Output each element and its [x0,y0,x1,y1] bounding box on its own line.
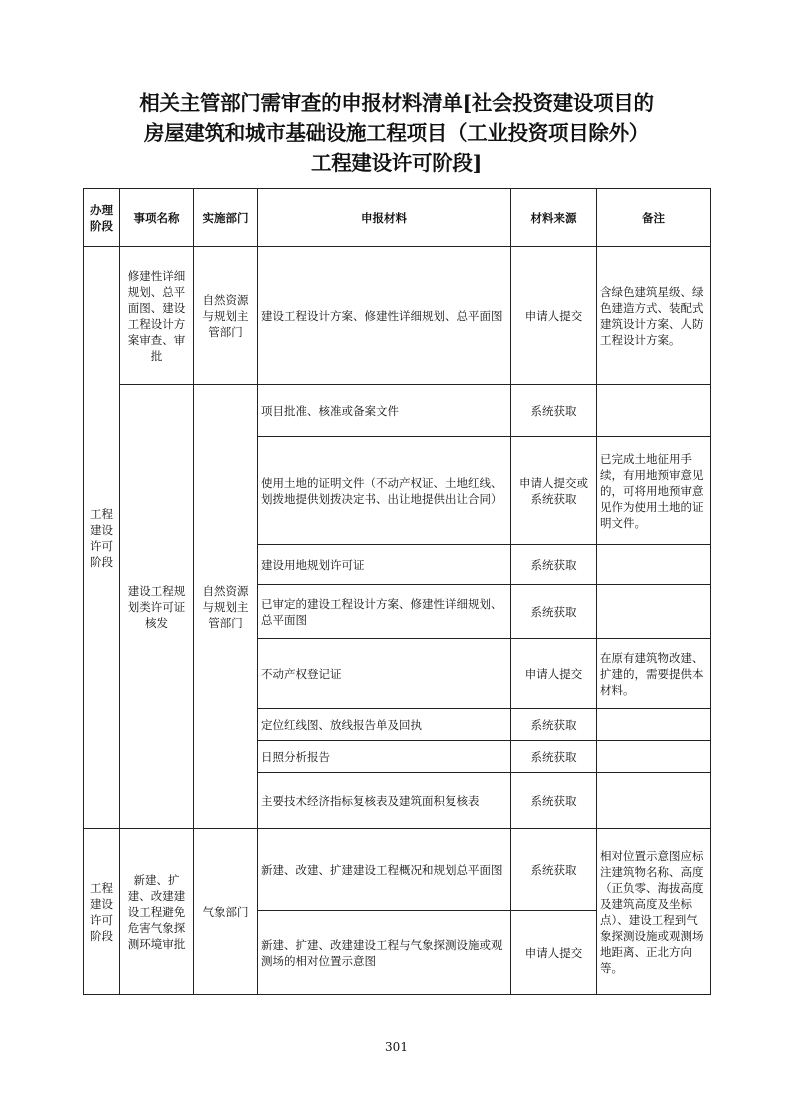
dept-cell: 气象部门 [194,829,258,995]
title-line-2: 房屋建筑和城市基础设施工程项目（工业投资项目除外） [144,121,649,145]
source-cell: 系统获取 [511,829,597,911]
material-cell: 建设工程设计方案、修建性详细规划、总平面图 [258,247,511,385]
table-header-row [84,189,711,247]
remark-cell: 已完成土地征用手续，有用地预审意见的，可将用地预审意见作为使用土地的证明文件。 [597,437,711,545]
table-row [84,247,711,385]
dept-cell: 自然资源与规划主管部门 [194,247,258,385]
material-cell: 不动产权登记证 [258,639,511,709]
remark-cell: 相对位置示意图应标注建筑物名称、高度（正负零、海拔高度及建筑高度及坐标点）、建设工程到气象探测设施或观测场地距离、正北方向等。 [597,829,711,995]
source-cell: 申请人提交 [511,639,597,709]
header-source: 材料来源 [511,189,597,247]
header-dept: 实施部门 [194,189,258,247]
document-title [60,88,733,178]
stage-cell: 工程建设许可阶段 [84,247,120,829]
material-cell: 已审定的建设工程设计方案、修建性详细规划、总平面图 [258,585,511,639]
item-name-cell: 修建性详细规划、总平面图、建设工程设计方案审查、审批 [120,247,194,385]
source-cell: 申请人提交或系统获取 [511,437,597,545]
source-cell: 系统获取 [511,385,597,437]
remark-cell [597,741,711,773]
source-cell: 系统获取 [511,709,597,741]
source-cell: 系统获取 [511,773,597,829]
source-cell: 申请人提交 [511,247,597,385]
material-cell: 新建、改建、扩建建设工程概况和规划总平面图 [258,829,511,911]
source-cell: 系统获取 [511,585,597,639]
title-line-3: 工程建设许可阶段] [311,151,482,175]
header-stage: 办理阶段 [84,189,120,247]
source-cell: 系统获取 [511,545,597,585]
table-row [84,829,711,911]
header-remark: 备注 [597,189,711,247]
source-cell: 申请人提交 [511,911,597,995]
remark-cell [597,585,711,639]
remark-cell [597,385,711,437]
material-cell: 建设用地规划许可证 [258,545,511,585]
materials-table [83,188,711,995]
material-cell: 新建、扩建、改建建设工程与气象探测设施或观测场的相对位置示意图 [258,911,511,995]
source-cell: 系统获取 [511,741,597,773]
material-cell: 项目批准、核准或备案文件 [258,385,511,437]
item-name-cell: 新建、扩建、改建建设工程避免危害气象探测环境审批 [120,829,194,995]
remark-cell [597,709,711,741]
material-cell: 日照分析报告 [258,741,511,773]
remark-cell: 在原有建筑物改建、扩建的，需要提供本材料。 [597,639,711,709]
material-cell: 定位红线图、放线报告单及回执 [258,709,511,741]
header-item: 事项名称 [120,189,194,247]
dept-cell: 自然资源与规划主管部门 [194,385,258,829]
table-row [84,385,711,437]
header-materials: 申报材料 [258,189,511,247]
title-line-1: 相关主管部门需审查的申报材料清单[社会投资建设项目的 [139,91,654,115]
material-cell: 主要技术经济指标复核表及建筑面积复核表 [258,773,511,829]
page-number: 301 [385,1040,408,1054]
remark-cell [597,773,711,829]
stage-cell: 工程建设许可阶段 [84,829,120,995]
item-name-cell: 建设工程规划类许可证核发 [120,385,194,829]
material-cell: 使用土地的证明文件（不动产权证、土地红线、划拨地提供划拨决定书、出让地提供出让合同） [258,437,511,545]
remark-cell: 含绿色建筑星级、绿色建造方式、装配式建筑设计方案、人防工程设计方案。 [597,247,711,385]
remark-cell [597,545,711,585]
